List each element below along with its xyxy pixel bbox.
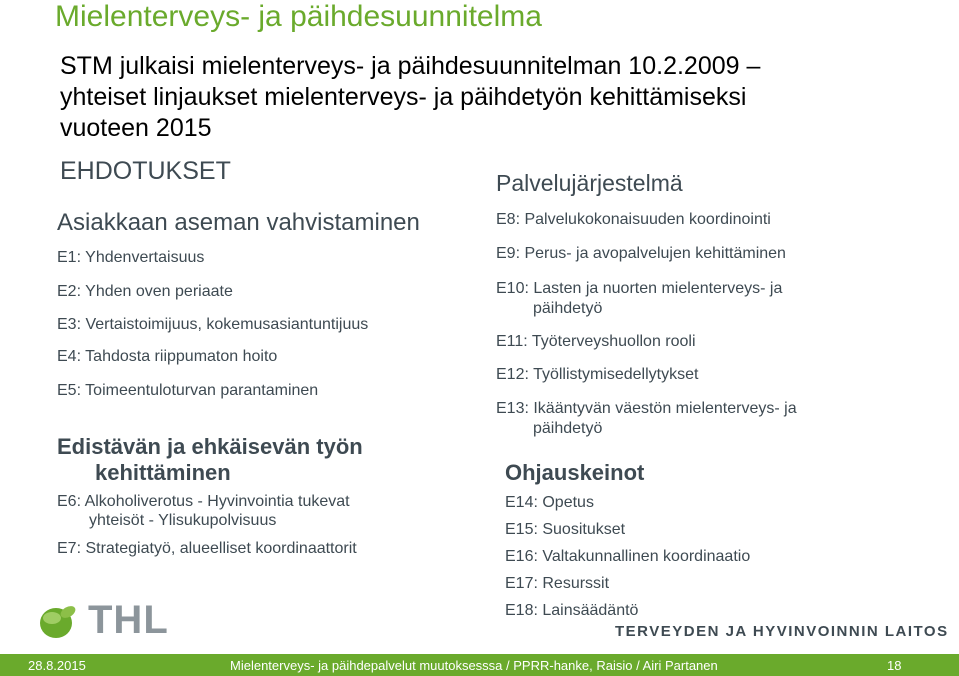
proposal-item-e15: E15: Suositukset (505, 521, 626, 538)
institute-tagline: TERVEYDEN JA HYVINVOINNIN LAITOS (615, 623, 949, 640)
proposal-item-e10-line1: E10: Lasten ja nuorten mielenterveys- ja (496, 280, 783, 297)
proposal-item-e6 (57, 492, 437, 530)
proposal-item-e17: E17: Resurssit (505, 575, 610, 592)
page-number: 18 (887, 658, 902, 673)
proposal-item-e13-line1: E13: Ikääntyvän väestön mielenterveys- ja (496, 400, 797, 417)
proposal-item-e8: E8: Palvelukokonaisuuden koordinointi (496, 211, 771, 228)
thl-logo-text: THL (88, 598, 169, 642)
section-prevention-title-line2: kehittäminen (95, 460, 231, 485)
thl-logo-icon (34, 600, 82, 642)
slide-title: Mielenterveys- ja päihdesuunnitelma (55, 0, 542, 33)
proposal-item-e9: E9: Perus- ja avopalvelujen kehittäminen (496, 245, 786, 262)
footer-text: Mielenterveys- ja päihdepalvelut muutoksesssa / PPRR-hanke, Raisio / Airi Partanen (230, 658, 718, 673)
proposal-item-e6-line2: yhteisöt - Ylisukupolvisuus (89, 512, 277, 529)
intro-paragraph (60, 51, 920, 144)
proposal-item-e10 (496, 279, 896, 319)
proposal-item-e7: E7: Strategiatyö, alueelliset koordinaattorit (57, 540, 357, 557)
proposal-item-e6-line1: E6: Alkoholiverotus - Hyvinvointia tukevat (57, 493, 350, 510)
proposal-item-e12: E12: Työllistymisedellytykset (496, 366, 699, 383)
proposal-item-e10-line2: päihdetyö (533, 300, 603, 317)
proposal-item-e3: E3: Vertaistoimijuus, kokemusasiantuntijuus (57, 316, 369, 333)
proposal-item-e11: E11: Työterveyshuollon rooli (496, 333, 696, 350)
section-steering-title: Ohjauskeinot (505, 460, 645, 485)
proposal-item-e16: E16: Valtakunnallinen koordinaatio (505, 548, 751, 565)
proposal-item-e1: E1: Yhdenvertaisuus (57, 249, 205, 266)
proposals-heading: EHDOTUKSET (60, 157, 231, 185)
proposal-item-e13 (496, 399, 896, 439)
proposal-item-e18: E18: Lainsäädäntö (505, 602, 639, 619)
proposal-item-e14: E14: Opetus (505, 494, 594, 511)
section-prevention-title-line1: Edistävän ja ehkäisevän työn (57, 434, 363, 459)
footer-date: 28.8.2015 (28, 658, 86, 673)
proposal-item-e4: E4: Tahdosta riippumaton hoito (57, 348, 278, 365)
proposal-item-e2: E2: Yhden oven periaate (57, 283, 233, 300)
proposal-item-e13-line2: päihdetyö (533, 420, 603, 437)
intro-line-3: vuoteen 2015 (60, 114, 212, 142)
footer-bar (0, 654, 959, 676)
proposal-item-e5: E5: Toimeentuloturvan parantaminen (57, 382, 319, 399)
section-client-position-title: Asiakkaan aseman vahvistaminen (57, 209, 420, 236)
intro-line-1: STM julkaisi mielenterveys- ja päihdesuunnitelman 10.2.2009 – (60, 52, 761, 80)
intro-line-2: yhteiset linjaukset mielenterveys- ja päihdetyön kehittämiseksi (60, 83, 747, 111)
section-service-system-title: Palvelujärjestelmä (496, 170, 683, 196)
section-prevention-title (57, 434, 417, 486)
